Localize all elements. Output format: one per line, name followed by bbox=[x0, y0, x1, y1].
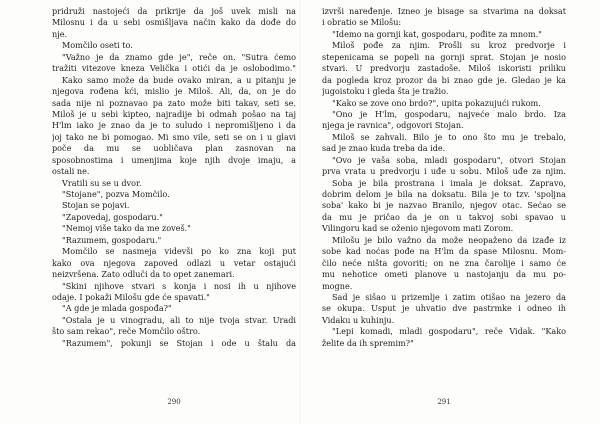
text-line: se okupa. Usput je uhvatio dve pastrmke i odneo ih bbox=[322, 303, 566, 314]
text-line: "Stojane", pozva Momčilo. bbox=[62, 189, 170, 199]
text-line: prva vrata u predvorju i uđe u sobu. Miloš uđe za njim. bbox=[322, 166, 566, 177]
text-line: Momčilo se nasmeja videvši po ko zna koji put bbox=[62, 246, 296, 257]
text-line: Milošu je bilo važno da može neopaženo da izađe iz bbox=[332, 234, 566, 245]
text-line: "Skini njihove stvari s konja i nosi ih u njihove bbox=[62, 280, 296, 291]
text-line: Vidaku u kuhinju. bbox=[322, 314, 395, 325]
text-line: izvrši naređenje. Izneo je bisage sa stvarima na doksat bbox=[322, 6, 566, 16]
text-line: "Važno je da znamo gde je", reče on. "Sutra ćemo bbox=[62, 51, 296, 62]
text-line: soba' kako bi je nazvao Branilo, njegov otac. Sećao se bbox=[322, 200, 566, 211]
right-page-number: 291 bbox=[437, 398, 451, 406]
text-line: joj tako ne bi pomogao. Mi smo vile, seti se on i u glavi bbox=[52, 131, 296, 142]
text-line: mu nehotice ometi planove u nastojanju da mu po- bbox=[322, 269, 566, 280]
text-line: mogne. bbox=[322, 280, 353, 291]
text-line: Momčilo oseti to. bbox=[62, 40, 133, 51]
text-line: čilo neće ništa govoriti; on ne zna čarolije i samo će bbox=[322, 257, 566, 268]
text-line: ostali ne. bbox=[52, 166, 90, 177]
text-line: njegova rođena kći, mislio je Miloš. Ali, da, on je do bbox=[52, 86, 296, 97]
text-line: Milosnu i da u sebi osmišljava način kako da dođe do bbox=[52, 17, 296, 28]
text-line: "Idemo na gornji kat, gospodaru, pođite za mnom." bbox=[332, 28, 542, 39]
text-line: "Lepi komadi, mladi gospodaru", reče Vidak. "Kako bbox=[332, 326, 566, 337]
text-line: H'lm iako je znao da je to suludo i nepromišljeno i da bbox=[52, 120, 296, 131]
text-line: Stojan se pojavi. bbox=[62, 200, 130, 211]
text-line: tražiti vitezove kneza Velička i otići da je oslobodimo." bbox=[52, 63, 296, 74]
text-line: sada nije ni poznavao pa zato može biti takav, seti se. bbox=[52, 97, 296, 108]
text-line: kako ova njegova zapoved odlazi u vetar ostajući bbox=[52, 257, 296, 268]
right-page-text bbox=[322, 6, 566, 404]
text-line: sad je znao kuda treba da ide. bbox=[322, 143, 446, 154]
text-line: "Ono je H'lm, gospodaru, najveće malo brdo. Iza bbox=[332, 108, 566, 119]
left-page-text bbox=[52, 6, 296, 404]
text-line: stvari. U predvorju zastadoše. Miloš iskoristi priliku bbox=[322, 63, 566, 74]
text-line: "Kako se zove ono brdo?", upita pokazujući rukom. bbox=[332, 97, 541, 108]
left-page-number: 290 bbox=[167, 398, 181, 406]
book-gutter bbox=[299, 0, 301, 424]
text-line: odaje. I pokaži Milošu gde će spavati." bbox=[52, 291, 210, 302]
text-line: sposobnostima i umenjima koje njih dvoje imaju, a bbox=[52, 154, 296, 165]
text-line: Miloš se zahvali. Bilo je to ono što mu je trebalo, bbox=[332, 131, 566, 142]
text-line: da mu je pričao da je on u takvoj sobi spavao u bbox=[322, 211, 566, 222]
text-line: želite da ih spremim?" bbox=[322, 337, 414, 348]
text-line: da pogleda kroz prozor da bi znao gde je. Gledao je ka bbox=[322, 74, 566, 85]
text-line: poče da mu se uobličava plan zasnovan na bbox=[52, 143, 296, 154]
text-line: Vilingoru kad se oženio njegovom mati Zorom. bbox=[322, 223, 514, 234]
text-line: Soba je bila prostrana i imala je doksat. Zapravo, bbox=[332, 177, 566, 188]
text-line: što sam rekao", reče Momčilo oštro. bbox=[52, 326, 201, 337]
text-line: dobrim delom je bila na doksatu. Bila je to tzv. 'spoljna bbox=[322, 189, 566, 199]
text-line: nje. bbox=[52, 28, 68, 39]
text-line: "Ovo je vaša soba, mladi gospodaru", otvori Stojan bbox=[332, 154, 566, 165]
text-line: Sad je sišao u prizemlje i zatim otišao na jezero da bbox=[332, 291, 566, 302]
text-line: "Nemoj više tako da me zoveš." bbox=[62, 223, 191, 234]
text-line: Kako samo može da bude ovako miran, a u pitanju je bbox=[62, 74, 296, 85]
text-line: "A gde je mlada gospođa?" bbox=[62, 303, 172, 314]
text-line: Miloš je u sebi kipteo, najradije bi odmah pošao na taj bbox=[52, 108, 296, 119]
text-line: pridruži nastojeći da prikrije da još uvek misli na bbox=[52, 6, 296, 16]
text-line: i obratio se Milošu: bbox=[322, 17, 402, 28]
text-line: "Razumem", pokunji se Stojan i ode u štalu da bbox=[62, 337, 296, 348]
text-line: "Razumem, gospodaru." bbox=[62, 234, 162, 245]
text-line: "Zapovedaj, gospodaru." bbox=[62, 211, 163, 222]
text-line: njega je ravnica", odgovori Stojan. bbox=[322, 120, 464, 131]
text-line: sobe kad noćas pođe na H'lm da spase Milosnu. Mom- bbox=[322, 246, 566, 257]
text-line: Vratili su se u dvor. bbox=[62, 177, 142, 188]
text-line: stepenicama se popeli na gornji sprat. Stojan je nosio bbox=[322, 51, 566, 62]
text-line: neizvršena. Zato odluči da to opet zanemari. bbox=[52, 269, 235, 280]
text-line: Miloš pođe za njim. Prošli su kroz predvorje i bbox=[332, 40, 566, 51]
text-line: "Ostala je u vinogradu, ali to nije tvoja stvar. Uradi bbox=[62, 314, 296, 325]
text-line: jugoistoku i gleda šta je tražio. bbox=[322, 86, 449, 97]
